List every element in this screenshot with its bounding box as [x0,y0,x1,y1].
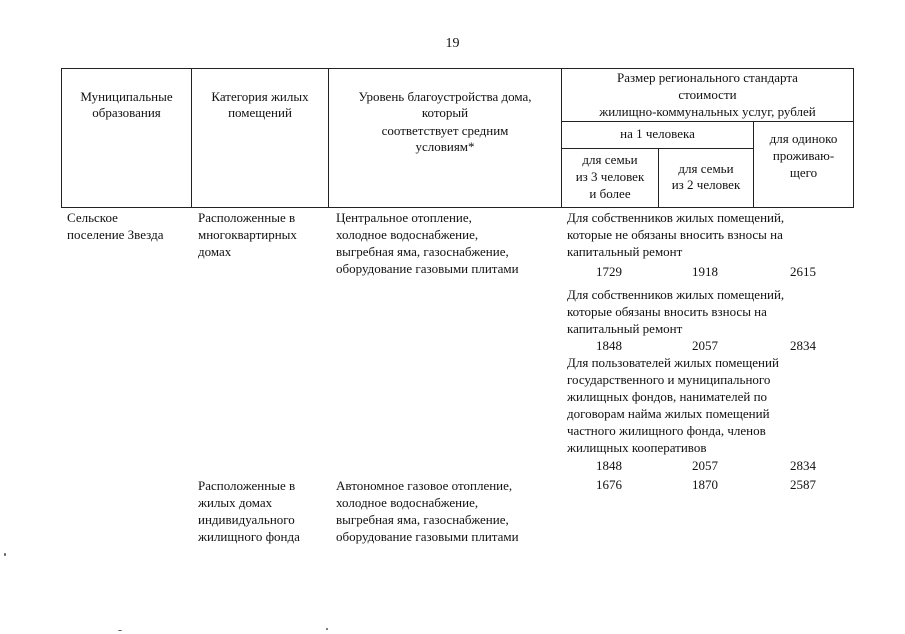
header-level-line-4: условиям* [415,139,475,154]
header-size-line-3: жилищно-коммунальных услуг, рублей [599,104,816,119]
level-1-line-3: выгребная яма, газоснабжение, [336,244,509,259]
level-2-line-2: холодное водоснабжение, [336,495,479,510]
group-1-title-line-3: капитальный ремонт [567,244,683,259]
category-1-line-3: домах [198,244,232,259]
header-family3-line-3: и более [589,186,631,201]
category-2-line-4: жилищного фонда [198,529,300,544]
header-size-line-1: Размер регионального стандарта [617,70,798,85]
table-top-border [61,68,854,69]
group-2-value-single: 2834 [790,338,816,353]
header-category-line-2: помещений [228,105,292,120]
table-right-border [853,68,854,208]
group-1-value-family2: 1918 [692,264,718,279]
group-2-title-line-3: капитальный ремонт [567,321,683,336]
category-2-line-2: жилых домах [198,495,273,510]
group-1-title-line-1: Для собственников жилых помещений, [567,210,785,225]
group-3-value-single: 2834 [790,458,816,473]
group-3-title-line-6: жилищных кооперативов [567,440,707,455]
per-person-divider [561,148,753,149]
header-family3-line-1: для семьи [582,152,638,167]
municipality-line-1: Сельское [67,210,118,225]
group-2-value-family2: 2057 [692,338,718,353]
municipality-line-2: поселение Звезда [67,227,164,242]
header-family2-line-1: для семьи [678,161,734,176]
group-2-value-family3: 1848 [596,338,622,353]
level-2-line-3: выгребная яма, газоснабжение, [336,512,509,527]
level-2-line-1: Автономное газовое отопление, [336,478,513,493]
category-1-line-2: многоквартирных [198,227,297,242]
header-family2-line-2: из 2 человек [671,177,741,192]
group-3-title-line-5: частного жилищного фонда, членов [567,423,766,438]
header-bottom-border [61,207,854,208]
header-level-line-1: Уровень благоустройства дома, [358,89,532,104]
scan-speck [326,628,328,630]
header-family3-line-2: из 3 человек [575,169,645,184]
header-single-line-3: щего [789,165,818,180]
group-3-title-line-1: Для пользователей жилых помещений [567,355,779,370]
level-1-line-2: холодное водоснабжение, [336,227,479,242]
group-4-value-single: 2587 [790,477,816,492]
size-subheader-divider [561,121,854,122]
group-1-title-line-2: которые не обязаны вносить взносы на [567,227,783,242]
page-number: 19 [445,36,460,51]
group-3-title-line-3: жилищных фондов, нанимателей по [567,389,768,404]
scan-speck [118,630,122,631]
category-1-line-1: Расположенные в [198,210,296,225]
group-2-title-line-2: которые обязаны вносить взносы на [567,304,767,319]
header-level-line-3: соответствует средним [381,123,509,138]
group-4-value-family3: 1676 [596,477,622,492]
level-2-line-4: оборудование газовыми плитами [336,529,519,544]
header-municipality-line-2: образования [92,105,161,120]
group-4-value-family2: 1870 [692,477,718,492]
header-single-line-1: для одиноко [769,131,838,146]
header-level-line-2: который [421,105,469,120]
category-2-line-1: Расположенные в [198,478,296,493]
group-1-value-single: 2615 [790,264,816,279]
group-3-value-family2: 2057 [692,458,718,473]
header-municipality-line-1: Муниципальные [80,89,173,104]
scan-speck [4,553,6,556]
group-2-title-line-1: Для собственников жилых помещений, [567,287,785,302]
header-category-line-1: Категория жилых [211,89,309,104]
category-2-line-3: индивидуального [198,512,295,527]
header-per-person: на 1 человека [620,126,695,141]
level-1-line-1: Центральное отопление, [336,210,472,225]
group-3-title-line-2: государственного и муниципального [567,372,771,387]
header-size-line-2: стоимости [678,87,737,102]
header-single-line-2: проживаю- [772,148,835,163]
level-1-line-4: оборудование газовыми плитами [336,261,519,276]
group-1-value-family3: 1729 [596,264,622,279]
group-3-value-family3: 1848 [596,458,622,473]
group-3-title-line-4: договорам найма жилых помещений [567,406,770,421]
